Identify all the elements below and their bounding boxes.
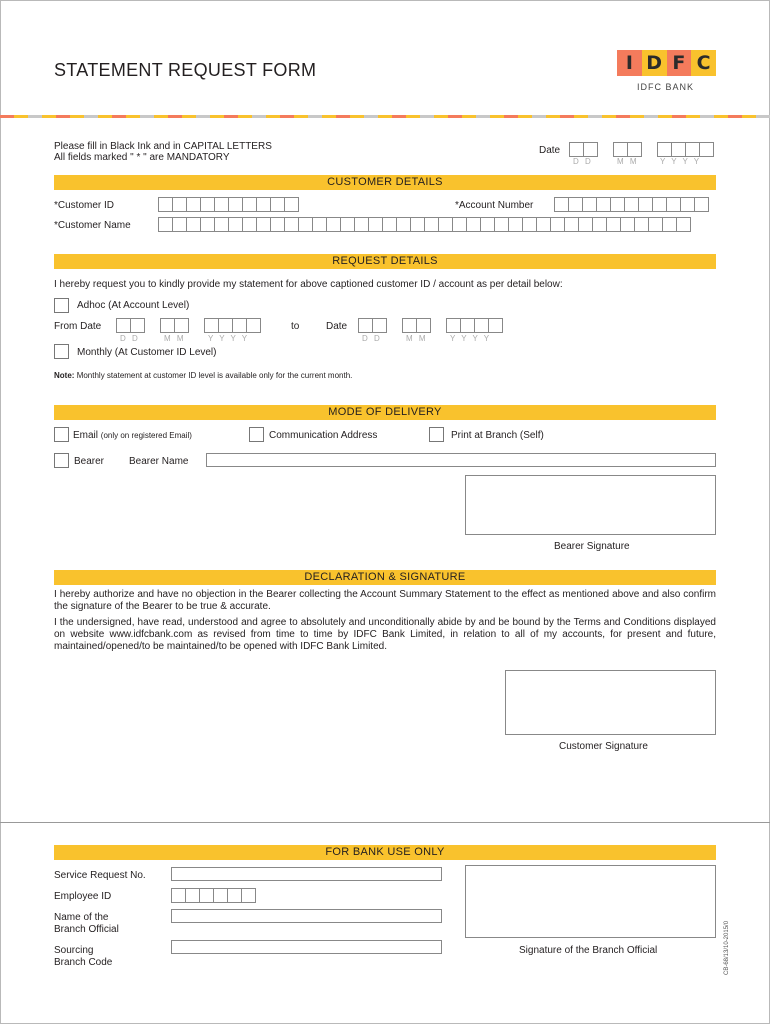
note-label: Note:: [54, 371, 75, 380]
monthly-label: Monthly (At Customer ID Level): [77, 347, 217, 358]
branch-official-label-line-1: Name of the: [54, 912, 109, 923]
service-request-input[interactable]: [171, 867, 442, 881]
from-date-label: From Date: [54, 321, 102, 332]
communication-address-label: Communication Address: [269, 430, 378, 441]
instruction-line-1: Please fill in Black Ink and in CAPITAL LETTERS: [54, 141, 272, 152]
date-dd-hint: D D: [573, 157, 593, 166]
sourcing-branch-label-line-1: Sourcing: [54, 945, 94, 956]
print-at-branch-label: Print at Branch (Self): [451, 430, 544, 441]
logo-letter-d: D: [642, 50, 667, 76]
date-mm-hint: M M: [617, 157, 639, 166]
customer-name-boxes[interactable]: [158, 217, 690, 232]
service-request-label: Service Request No.: [54, 870, 146, 881]
email-option: [73, 430, 192, 441]
bearer-signature-box[interactable]: [465, 475, 716, 535]
bank-name: IDFC BANK: [637, 82, 695, 92]
from-date-mm-boxes[interactable]: [160, 318, 188, 333]
employee-id-label: Employee ID: [54, 891, 112, 902]
request-intro-text: I hereby request you to kindly provide my statement for above captioned customer ID / account as per detail below:: [54, 279, 563, 290]
bearer-checkbox[interactable]: [54, 453, 69, 468]
branch-official-signature-label: Signature of the Branch Official: [519, 945, 658, 956]
bank-use-heading: FOR BANK USE ONLY: [54, 845, 716, 860]
to-date-yyyy-boxes[interactable]: [446, 318, 502, 333]
date-dd-boxes[interactable]: [569, 142, 597, 157]
to-date-dd-hint: D D: [362, 334, 382, 343]
note-text: Monthly statement at customer ID level is available only for the current month.: [76, 371, 353, 380]
from-date-dd-boxes[interactable]: [116, 318, 144, 333]
to-date-yyyy-hint: Y Y Y Y: [450, 334, 492, 343]
from-date-dd-hint: D D: [120, 334, 140, 343]
date-label: Date: [539, 145, 561, 156]
communication-address-checkbox[interactable]: [249, 427, 264, 442]
date-yyyy-boxes[interactable]: [657, 142, 713, 157]
bearer-signature-label: Bearer Signature: [554, 541, 630, 552]
print-at-branch-checkbox[interactable]: [429, 427, 444, 442]
form-title: STATEMENT REQUEST FORM: [54, 60, 317, 80]
date-yyyy-hint: Y Y Y Y: [660, 157, 702, 166]
branch-official-name-input[interactable]: [171, 909, 442, 923]
decorative-dash-line: [0, 115, 770, 118]
to-date-dd-boxes[interactable]: [358, 318, 386, 333]
bearer-label: Bearer: [74, 456, 105, 467]
bearer-name-input[interactable]: [206, 453, 716, 467]
to-date-label: Date: [326, 321, 348, 332]
instruction-line-2: All fields marked " * " are MANDATORY: [54, 152, 230, 163]
form-code: CB-68/13/10-2015/0: [724, 920, 730, 975]
customer-id-boxes[interactable]: [158, 197, 298, 212]
declaration-paragraph-2: I the undersigned, have read, understood and agree to absolutely and unconditionally abide by and be bound by the Terms and Conditions displayed on website www.idfcbank.com as revised from time to time by IDFC Bank Limited, in relation to all of my accounts, for present and future, maintained/opened/to be maintained/to be opened with IDFC Bank Limited.: [54, 617, 716, 652]
from-date-yyyy-boxes[interactable]: [204, 318, 260, 333]
logo-letter-c: C: [691, 50, 716, 76]
adhoc-checkbox[interactable]: [54, 298, 69, 313]
mode-of-delivery-heading: MODE OF DELIVERY: [54, 405, 716, 420]
from-date-yyyy-hint: Y Y Y Y: [208, 334, 250, 343]
request-details-heading: REQUEST DETAILS: [54, 254, 716, 269]
note: [54, 371, 352, 380]
customer-id-label: *Customer ID: [54, 200, 115, 211]
declaration-paragraph-1: I hereby authorize and have no objection in the Bearer collecting the Account Summary Statement to the effect as mentioned above and also confirm the signature of the Bearer to be true & accurate.: [54, 589, 716, 612]
monthly-checkbox[interactable]: [54, 344, 69, 359]
idfc-logo: [617, 50, 716, 76]
customer-signature-label: Customer Signature: [559, 741, 648, 752]
employee-id-boxes[interactable]: [171, 888, 255, 903]
bearer-name-label: Bearer Name: [129, 456, 189, 467]
to-date-mm-boxes[interactable]: [402, 318, 430, 333]
branch-official-signature-box[interactable]: [465, 865, 716, 938]
sourcing-branch-label-line-2: Branch Code: [54, 957, 113, 968]
customer-signature-box[interactable]: [505, 670, 716, 735]
logo-letter-f: F: [667, 50, 692, 76]
sourcing-branch-code-input[interactable]: [171, 940, 442, 954]
email-sub-label: (only on registered Email): [100, 431, 192, 440]
declaration-heading: DECLARATION & SIGNATURE: [54, 570, 716, 585]
to-date-mm-hint: M M: [406, 334, 428, 343]
date-mm-boxes[interactable]: [613, 142, 641, 157]
section-divider: [0, 822, 770, 823]
account-number-label: *Account Number: [455, 200, 534, 211]
email-checkbox[interactable]: [54, 427, 69, 442]
customer-details-heading: CUSTOMER DETAILS: [54, 175, 716, 190]
from-date-mm-hint: M M: [164, 334, 186, 343]
customer-name-label: *Customer Name: [54, 220, 131, 231]
branch-official-label-line-2: Branch Official: [54, 924, 119, 935]
logo-letter-i: I: [617, 50, 642, 76]
to-label: to: [291, 321, 300, 332]
account-number-boxes[interactable]: [554, 197, 708, 212]
email-label: Email: [73, 430, 99, 441]
adhoc-label: Adhoc (At Account Level): [77, 300, 190, 311]
